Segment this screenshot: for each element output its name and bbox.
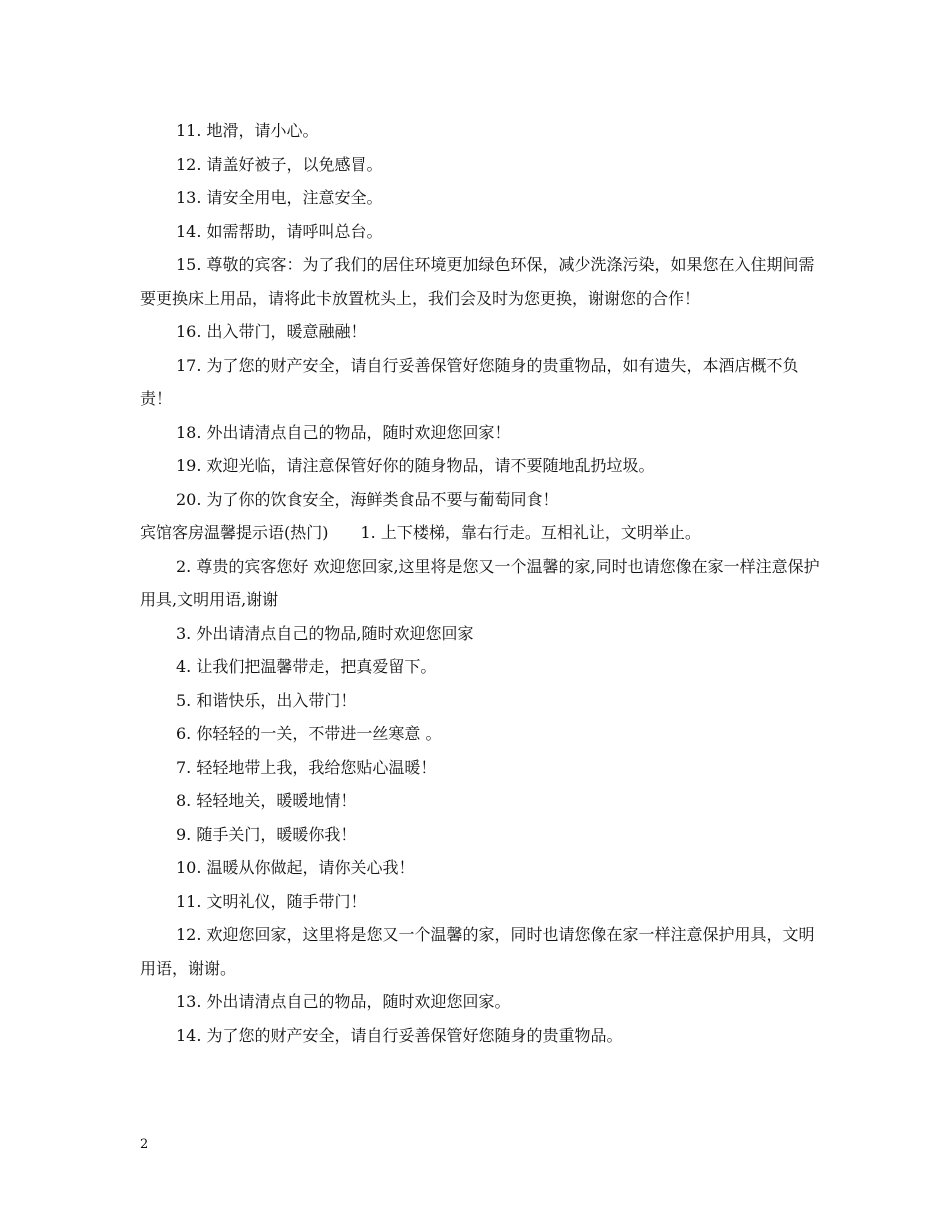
paragraph: 14. 为了您的财产安全，请自行妥善保管好您随身的贵重物品。	[176, 1025, 623, 1045]
paragraph: 20. 为了你的饮食安全，海鲜类食品不要与葡萄同食！	[176, 489, 559, 509]
paragraph: 19. 欢迎光临，请注意保管好你的随身物品，请不要随地乱扔垃圾。	[176, 456, 655, 475]
paragraph: 2. 尊贵的宾客您好 欢迎您回家,这里将是您又一个温馨的家,同时也请您像在家一样注意保护用具,文明用语,谢谢	[140, 556, 820, 609]
paragraph: 17. 为了您的财产安全，请自行妥善保管好您随身的贵重物品，如有遗失，本酒店概不负责！	[140, 355, 799, 408]
paragraph: 18. 外出请清点自己的物品，随时欢迎您回家！	[176, 422, 511, 442]
paragraph: 12. 请盖好被子，以免感冒。	[176, 154, 383, 174]
paragraph: 12. 欢迎您回家，这里将是您又一个温馨的家，同时也请您像在家一样注意保护用具，文明用语，谢谢。	[140, 925, 815, 978]
paragraph: 4. 让我们把温馨带走，把真爱留下。	[176, 657, 437, 676]
paragraph: 16. 出入带门，暖意融融！	[176, 322, 367, 341]
paragraph: 13. 请安全用电，注意安全。	[176, 188, 383, 207]
page-number: 2	[140, 1137, 149, 1152]
paragraph: 11. 地滑，请小心。	[176, 121, 319, 140]
paragraph: 13. 外出请清点自己的物品，随时欢迎您回家。	[176, 992, 511, 1011]
paragraph: 15. 尊敬的宾客：为了我们的居住环境更加绿色环保，减少洗涤污染，如果您在入住期间需要更换床上用品，请将此卡放置枕头上，我们会及时为您更换，谢谢您的合作！	[140, 255, 815, 308]
paragraph: 10. 温暖从你做起，请你关心我！	[176, 858, 415, 877]
paragraph: 11. 文明礼仪，随手带门！	[176, 891, 367, 911]
paragraph: 3. 外出请清点自己的物品,随时欢迎您回家	[176, 623, 474, 643]
section-heading-paragraph: 宾馆客房温馨提示语(热门) 1. 上下楼梯，靠右行走。互相礼让，文明举止。	[140, 523, 701, 542]
paragraph: 14. 如需帮助，请呼叫总台。	[176, 221, 383, 241]
document-body	[140, 114, 820, 1052]
paragraph: 6. 你轻轻的一关，不带进一丝寒意 。	[176, 724, 442, 743]
paragraph: 9. 随手关门，暖暖你我！	[176, 824, 357, 844]
paragraph: 8. 轻轻地关，暖暖地情！	[176, 791, 357, 810]
paragraph: 5. 和谐快乐，出入带门！	[176, 690, 357, 710]
paragraph: 7. 轻轻地带上我，我给您贴心温暖！	[176, 757, 437, 777]
